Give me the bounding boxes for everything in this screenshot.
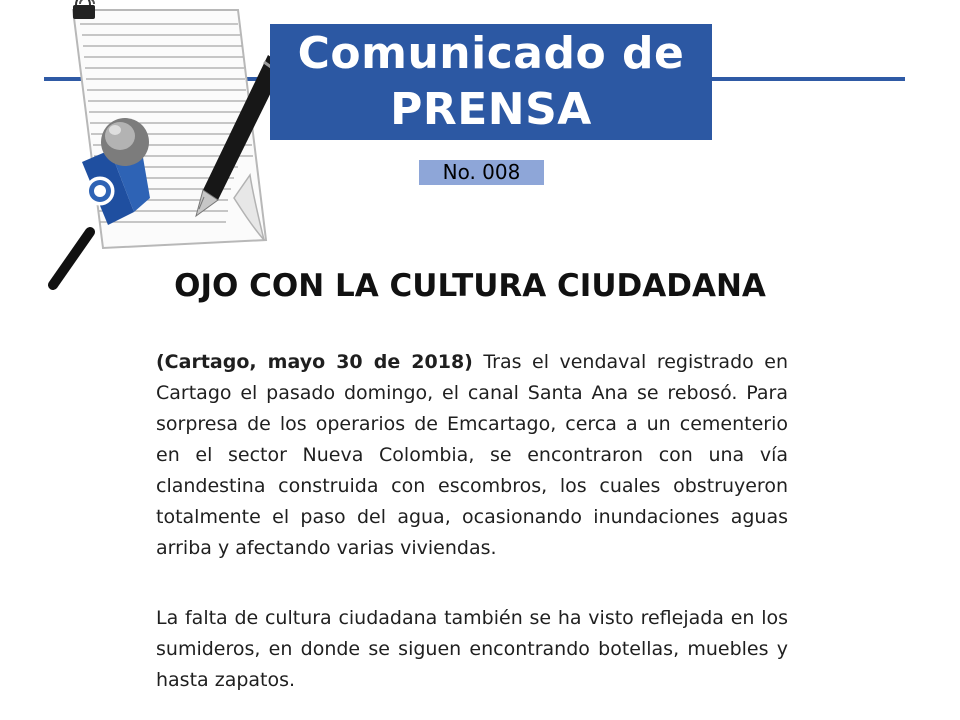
title-box <box>270 24 712 140</box>
paragraph-1-text: Tras el vendaval registrado en Cartago el pasado domingo, el canal Santa Ana se rebosó. Para sorpresa de los operarios de Emcartago, cerca a un cementerio en el sector Nueva Colombia, se encontraron con una vía clandestina construida con escombros, los cuales obstruyeron totalmente el paso del agua, ocasionando inundaciones aguas arriba y afectando varias viviendas. <box>156 351 788 559</box>
dateline: (Cartago, mayo 30 de 2018) <box>156 351 473 373</box>
press-illustration <box>38 0 288 290</box>
header-rule-right <box>712 77 905 81</box>
title-line-1: Comunicado de <box>297 28 685 79</box>
microphone-icon <box>53 118 150 285</box>
release-number: No. 008 <box>419 160 544 185</box>
article-paragraph-1 <box>156 347 788 564</box>
binder-clip-icon <box>73 0 95 19</box>
article-paragraph-2: La falta de cultura ciudadana también se ha visto reflejada en los sumideros, en donde se siguen encontrando botellas, muebles y hasta zapatos. <box>156 607 788 691</box>
title-line-2: PRENSA <box>390 84 592 135</box>
article-headline: OJO CON LA CULTURA CIUDADANA <box>174 268 766 304</box>
